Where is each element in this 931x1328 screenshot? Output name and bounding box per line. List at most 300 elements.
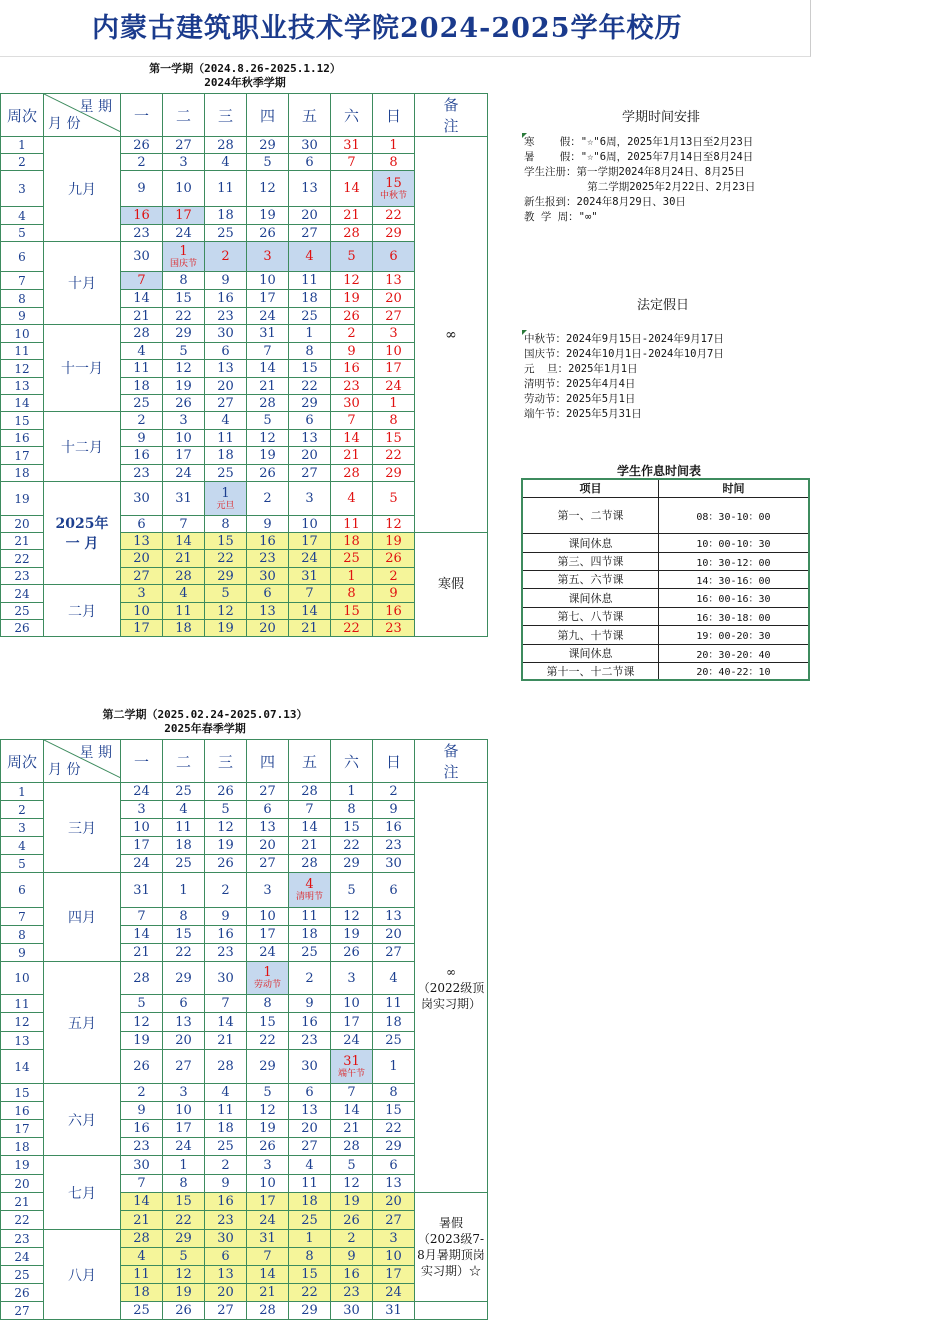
date-number: 13 xyxy=(385,1176,402,1191)
date-cell xyxy=(247,783,289,801)
month-label: 九月 xyxy=(44,137,121,242)
date-cell xyxy=(163,1266,205,1284)
date-cell xyxy=(373,783,415,801)
date-number: 28 xyxy=(133,326,150,341)
date-cell xyxy=(289,1193,331,1211)
note-cell: ∞ （2022级顶 岗实习期） xyxy=(415,783,488,1193)
week-number: 27 xyxy=(1,1302,44,1320)
date-number: 16 xyxy=(385,603,402,619)
date-cell xyxy=(289,430,331,447)
date-cell xyxy=(331,325,373,343)
date-number: 20 xyxy=(133,551,150,566)
page-title: 内蒙古建筑职业技术学院2024-2025学年校历 xyxy=(92,13,683,44)
date-cell xyxy=(205,1013,247,1032)
date-number: 30 xyxy=(259,568,276,584)
date-number: 25 xyxy=(133,395,150,411)
date-number: 12 xyxy=(259,430,276,446)
date-cell xyxy=(205,568,247,585)
date-number: 27 xyxy=(259,856,276,871)
date-cell xyxy=(331,378,373,395)
date-number: 20 xyxy=(385,291,402,306)
date-number: 28 xyxy=(301,784,318,799)
date-cell xyxy=(163,482,205,516)
date-number: 10 xyxy=(133,820,150,835)
date-cell xyxy=(289,482,331,516)
date-cell xyxy=(373,225,415,242)
date-number: 13 xyxy=(301,1103,318,1118)
date-cell xyxy=(331,568,373,585)
date-cell xyxy=(121,1050,163,1084)
date-cell xyxy=(331,290,373,308)
date-cell xyxy=(163,1102,205,1120)
timetable-row xyxy=(522,497,809,533)
date-number: 25 xyxy=(385,1033,402,1048)
date-cell xyxy=(247,412,289,430)
date-cell xyxy=(289,995,331,1013)
date-number: 18 xyxy=(301,291,318,306)
date-cell xyxy=(289,1050,331,1084)
date-cell xyxy=(373,290,415,308)
date-number: 25 xyxy=(301,308,318,324)
semester1-header xyxy=(120,62,370,90)
date-number: 9 xyxy=(221,273,230,288)
date-number: 9 xyxy=(137,181,146,196)
date-number: 7 xyxy=(221,996,230,1011)
date-number: 10 xyxy=(175,181,192,196)
date-number: 30 xyxy=(133,1157,150,1173)
date-number: 7 xyxy=(137,273,146,288)
date-number: 11 xyxy=(301,1176,318,1191)
date-number: 19 xyxy=(385,533,402,549)
date-number: 19 xyxy=(343,291,360,306)
date-cell xyxy=(163,137,205,154)
date-number: 29 xyxy=(217,568,234,584)
date-number: 16 xyxy=(343,361,360,376)
date-cell xyxy=(373,908,415,926)
date-number: 17 xyxy=(175,208,192,223)
date-cell xyxy=(247,801,289,819)
date-cell xyxy=(205,430,247,447)
date-number: 18 xyxy=(133,378,150,394)
date-number: 9 xyxy=(305,996,314,1011)
table-row xyxy=(1,873,488,908)
date-number: 19 xyxy=(217,838,234,853)
date-number: 12 xyxy=(343,1176,360,1191)
holiday-label: 端午节 xyxy=(337,1068,365,1079)
date-number: 6 xyxy=(263,586,272,601)
date-cell xyxy=(205,171,247,207)
date-cell xyxy=(205,360,247,378)
date-number: 15 xyxy=(343,820,360,835)
date-cell xyxy=(247,1284,289,1302)
header-day-month-label xyxy=(44,94,121,137)
date-cell xyxy=(247,1032,289,1050)
date-number: 16 xyxy=(133,1121,150,1136)
date-number: 3 xyxy=(179,1085,188,1100)
date-cell xyxy=(247,207,289,225)
date-number: 17 xyxy=(133,838,150,853)
date-number: 14 xyxy=(133,291,150,306)
date-cell xyxy=(121,1156,163,1175)
date-cell xyxy=(331,1230,373,1248)
date-cell xyxy=(373,585,415,603)
date-cell xyxy=(121,855,163,873)
date-cell xyxy=(247,1230,289,1248)
week-number: 1 xyxy=(1,783,44,801)
date-cell xyxy=(331,1032,373,1050)
date-number: 8 xyxy=(389,413,398,428)
date-cell xyxy=(163,325,205,343)
date-number: 27 xyxy=(259,784,276,799)
date-cell xyxy=(373,603,415,620)
date-number: 23 xyxy=(301,1033,318,1048)
date-number: 18 xyxy=(175,838,192,853)
date-number: 24 xyxy=(133,784,150,799)
timetable-time: 10：00-10：30 xyxy=(658,533,809,552)
date-number: 7 xyxy=(347,1085,356,1100)
date-number: 23 xyxy=(217,308,234,324)
date-cell xyxy=(331,1120,373,1138)
date-cell xyxy=(289,1120,331,1138)
date-cell xyxy=(373,620,415,637)
date-cell xyxy=(205,1084,247,1102)
date-number: 23 xyxy=(133,465,150,481)
date-cell xyxy=(247,290,289,308)
date-cell xyxy=(331,207,373,225)
timetable-item: 课间休息 xyxy=(522,644,658,662)
date-number: 15 xyxy=(343,603,360,619)
date-cell xyxy=(163,533,205,550)
date-number: 3 xyxy=(263,882,272,898)
date-number: 21 xyxy=(259,1285,276,1300)
semester1-name: 2024年秋季学期 xyxy=(204,76,286,89)
date-cell xyxy=(373,482,415,516)
header-day-7: 日 xyxy=(373,94,415,137)
date-cell xyxy=(163,1084,205,1102)
date-cell xyxy=(247,1102,289,1120)
date-number: 10 xyxy=(259,909,276,924)
date-cell xyxy=(373,1084,415,1102)
week-number: 14 xyxy=(1,1050,44,1084)
date-number: 27 xyxy=(175,1059,192,1074)
date-number: 24 xyxy=(259,945,276,960)
date-cell xyxy=(331,801,373,819)
date-number: 19 xyxy=(259,448,276,463)
date-cell xyxy=(121,137,163,154)
date-cell xyxy=(331,308,373,325)
date-cell xyxy=(247,242,289,272)
date-number: 22 xyxy=(343,620,360,636)
header-day-4: 四 xyxy=(247,740,289,783)
date-cell xyxy=(331,482,373,516)
note-cell: 寒假 xyxy=(415,533,488,637)
date-number: 11 xyxy=(175,820,192,835)
week-number: 19 xyxy=(1,1156,44,1175)
date-number: 8 xyxy=(389,154,398,170)
date-cell xyxy=(289,447,331,465)
week-number: 5 xyxy=(1,855,44,873)
date-cell xyxy=(247,272,289,290)
date-number: 6 xyxy=(389,1157,398,1173)
date-cell xyxy=(289,516,331,533)
date-cell xyxy=(331,1211,373,1230)
date-number: 10 xyxy=(259,273,276,288)
date-number: 3 xyxy=(389,326,398,341)
date-cell xyxy=(373,516,415,533)
date-number: 4 xyxy=(179,586,188,601)
month-label: 五月 xyxy=(44,962,121,1084)
date-cell xyxy=(121,171,163,207)
week-number: 15 xyxy=(1,412,44,430)
timetable-row xyxy=(522,625,809,644)
semester1-calendar xyxy=(0,93,488,637)
date-number: 17 xyxy=(343,1014,360,1030)
date-cell xyxy=(205,944,247,962)
date-cell xyxy=(121,1138,163,1156)
date-cell xyxy=(373,533,415,550)
week-number: 7 xyxy=(1,272,44,290)
header-day-7: 日 xyxy=(373,740,415,783)
date-cell xyxy=(289,837,331,855)
date-cell xyxy=(205,482,247,516)
date-cell xyxy=(373,1013,415,1032)
date-cell xyxy=(247,620,289,637)
date-cell xyxy=(205,1284,247,1302)
date-cell xyxy=(205,378,247,395)
timetable-header-time: 时间 xyxy=(658,479,809,497)
date-number: 23 xyxy=(343,1285,360,1300)
date-cell xyxy=(121,1193,163,1211)
date-cell xyxy=(289,137,331,154)
timetable-row xyxy=(522,588,809,607)
date-cell xyxy=(121,1248,163,1266)
date-number: 11 xyxy=(217,430,234,446)
date-cell xyxy=(373,465,415,482)
date-cell xyxy=(163,272,205,290)
date-cell xyxy=(163,908,205,926)
header-week-label: 周次 xyxy=(1,740,44,783)
date-number: 12 xyxy=(343,273,360,288)
date-cell xyxy=(163,1248,205,1266)
date-number: 8 xyxy=(305,343,314,359)
date-cell xyxy=(331,516,373,533)
date-cell xyxy=(247,1050,289,1084)
date-number: 13 xyxy=(133,533,150,549)
date-cell xyxy=(121,430,163,447)
date-cell xyxy=(331,620,373,637)
date-cell xyxy=(289,272,331,290)
date-cell xyxy=(121,516,163,533)
date-cell xyxy=(163,568,205,585)
date-cell xyxy=(289,154,331,171)
date-cell xyxy=(331,343,373,360)
date-number: 6 xyxy=(305,1085,314,1100)
date-cell xyxy=(331,1084,373,1102)
date-number: 8 xyxy=(179,273,188,288)
table-row xyxy=(1,137,488,154)
date-number: 20 xyxy=(385,1194,402,1209)
week-number: 24 xyxy=(1,1248,44,1266)
timetable-row xyxy=(522,607,809,625)
date-number: 29 xyxy=(343,856,360,871)
date-cell xyxy=(205,1175,247,1193)
date-number: 3 xyxy=(179,413,188,428)
date-cell xyxy=(373,137,415,154)
date-cell xyxy=(205,516,247,533)
date-cell xyxy=(163,1032,205,1050)
date-number: 2 xyxy=(389,568,398,584)
timetable-row xyxy=(522,662,809,680)
date-number: 11 xyxy=(133,361,150,376)
date-cell xyxy=(331,272,373,290)
date-number: 10 xyxy=(385,343,402,359)
date-number: 14 xyxy=(175,533,192,549)
timetable-header-row xyxy=(522,479,809,497)
date-cell xyxy=(205,207,247,225)
date-number: 13 xyxy=(301,430,318,446)
date-cell xyxy=(373,378,415,395)
date-cell xyxy=(121,482,163,516)
date-cell xyxy=(205,272,247,290)
date-number: 12 xyxy=(175,361,192,376)
date-cell xyxy=(163,516,205,533)
date-cell xyxy=(373,1193,415,1211)
date-cell xyxy=(121,1230,163,1248)
date-cell xyxy=(331,962,373,995)
date-cell xyxy=(289,412,331,430)
date-number: 15 xyxy=(175,291,192,306)
date-cell xyxy=(331,137,373,154)
semester-schedule-text: 寒 假："☆"6周，2025年1月13日至2月23日 暑 假："☆"6周，2025年7月14日至8月24日 学生注册：第一学期2024年8月24日、8月25日 第二学期2025年2月22日、2月23日 新生报到：2024年8月29日、30日 教 学 周："∞" xyxy=(524,136,756,223)
date-number: 28 xyxy=(175,568,192,584)
date-cell xyxy=(121,620,163,637)
semester-schedule-title: 学期时间安排 xyxy=(622,110,701,125)
date-number: 24 xyxy=(259,1212,276,1228)
date-cell xyxy=(373,1032,415,1050)
date-cell xyxy=(205,1156,247,1175)
date-number: 19 xyxy=(259,1121,276,1136)
date-number: 4 xyxy=(221,413,230,428)
date-cell xyxy=(331,819,373,837)
date-number: 28 xyxy=(133,1231,150,1246)
date-cell xyxy=(163,465,205,482)
header-day-3: 三 xyxy=(205,740,247,783)
timetable-item: 课间休息 xyxy=(522,533,658,552)
date-number: 20 xyxy=(259,838,276,853)
date-number: 17 xyxy=(301,533,318,549)
date-cell xyxy=(205,533,247,550)
date-cell xyxy=(163,343,205,360)
date-number: 28 xyxy=(343,225,360,241)
date-number: 22 xyxy=(217,551,234,566)
week-number: 7 xyxy=(1,908,44,926)
table-row xyxy=(1,1230,488,1248)
week-number: 17 xyxy=(1,1120,44,1138)
date-number: 8 xyxy=(305,1249,314,1264)
table-row xyxy=(1,412,488,430)
header-day-1: 一 xyxy=(121,94,163,137)
week-number: 18 xyxy=(1,1138,44,1156)
date-number: 31 xyxy=(385,1303,402,1318)
date-cell xyxy=(331,465,373,482)
date-number: 4 xyxy=(137,343,146,359)
date-number: 10 xyxy=(301,516,318,532)
week-number: 16 xyxy=(1,430,44,447)
date-number: 17 xyxy=(259,1194,276,1209)
date-cell xyxy=(289,568,331,585)
date-number: 25 xyxy=(217,225,234,241)
date-number: 24 xyxy=(175,465,192,481)
date-number: 28 xyxy=(343,465,360,481)
date-number: 24 xyxy=(259,308,276,324)
date-number: 8 xyxy=(347,802,356,817)
date-number: 13 xyxy=(385,909,402,924)
week-number: 16 xyxy=(1,1102,44,1120)
date-cell xyxy=(121,308,163,325)
date-cell xyxy=(289,1138,331,1156)
date-number: 26 xyxy=(259,1139,276,1154)
week-number: 25 xyxy=(1,1266,44,1284)
date-number: 29 xyxy=(385,1139,402,1154)
date-number: 23 xyxy=(343,378,360,394)
date-cell xyxy=(331,944,373,962)
date-cell xyxy=(247,603,289,620)
date-number: 9 xyxy=(347,1249,356,1264)
date-number: 2 xyxy=(221,1157,230,1173)
date-number: 26 xyxy=(343,308,360,324)
date-cell xyxy=(331,533,373,550)
week-number: 18 xyxy=(1,465,44,482)
note-cell xyxy=(415,1302,488,1320)
date-number: 31 xyxy=(175,491,192,506)
date-number: 21 xyxy=(259,378,276,394)
date-cell xyxy=(247,1248,289,1266)
timetable-time: 16：00-16：30 xyxy=(658,588,809,607)
date-number: 19 xyxy=(343,927,360,942)
date-number: 4 xyxy=(305,1157,314,1173)
date-number: 28 xyxy=(343,1139,360,1154)
date-number: 19 xyxy=(175,378,192,394)
date-number: 30 xyxy=(385,856,402,871)
date-cell xyxy=(205,465,247,482)
date-cell xyxy=(205,620,247,637)
date-number: 20 xyxy=(301,1121,318,1136)
date-cell xyxy=(163,395,205,412)
date-cell xyxy=(247,873,289,908)
date-cell xyxy=(331,1266,373,1284)
date-number: 12 xyxy=(343,909,360,924)
header-xingqi: 星 期 xyxy=(79,99,112,115)
date-number: 4 xyxy=(347,491,356,506)
date-number: 14 xyxy=(343,1103,360,1118)
date-cell xyxy=(121,1266,163,1284)
date-number: 15 xyxy=(259,1014,276,1030)
date-cell xyxy=(247,465,289,482)
date-number: 7 xyxy=(305,586,314,601)
header-day-3: 三 xyxy=(205,94,247,137)
date-cell xyxy=(121,550,163,568)
date-number: 4 xyxy=(305,249,314,264)
date-cell xyxy=(331,1248,373,1266)
date-cell xyxy=(205,343,247,360)
week-number: 26 xyxy=(1,1284,44,1302)
date-number: 24 xyxy=(385,378,402,394)
date-cell xyxy=(247,1266,289,1284)
date-number: 18 xyxy=(301,1194,318,1209)
date-cell xyxy=(163,926,205,944)
holiday-label: 清明节 xyxy=(295,892,323,902)
date-number: 18 xyxy=(217,448,234,463)
